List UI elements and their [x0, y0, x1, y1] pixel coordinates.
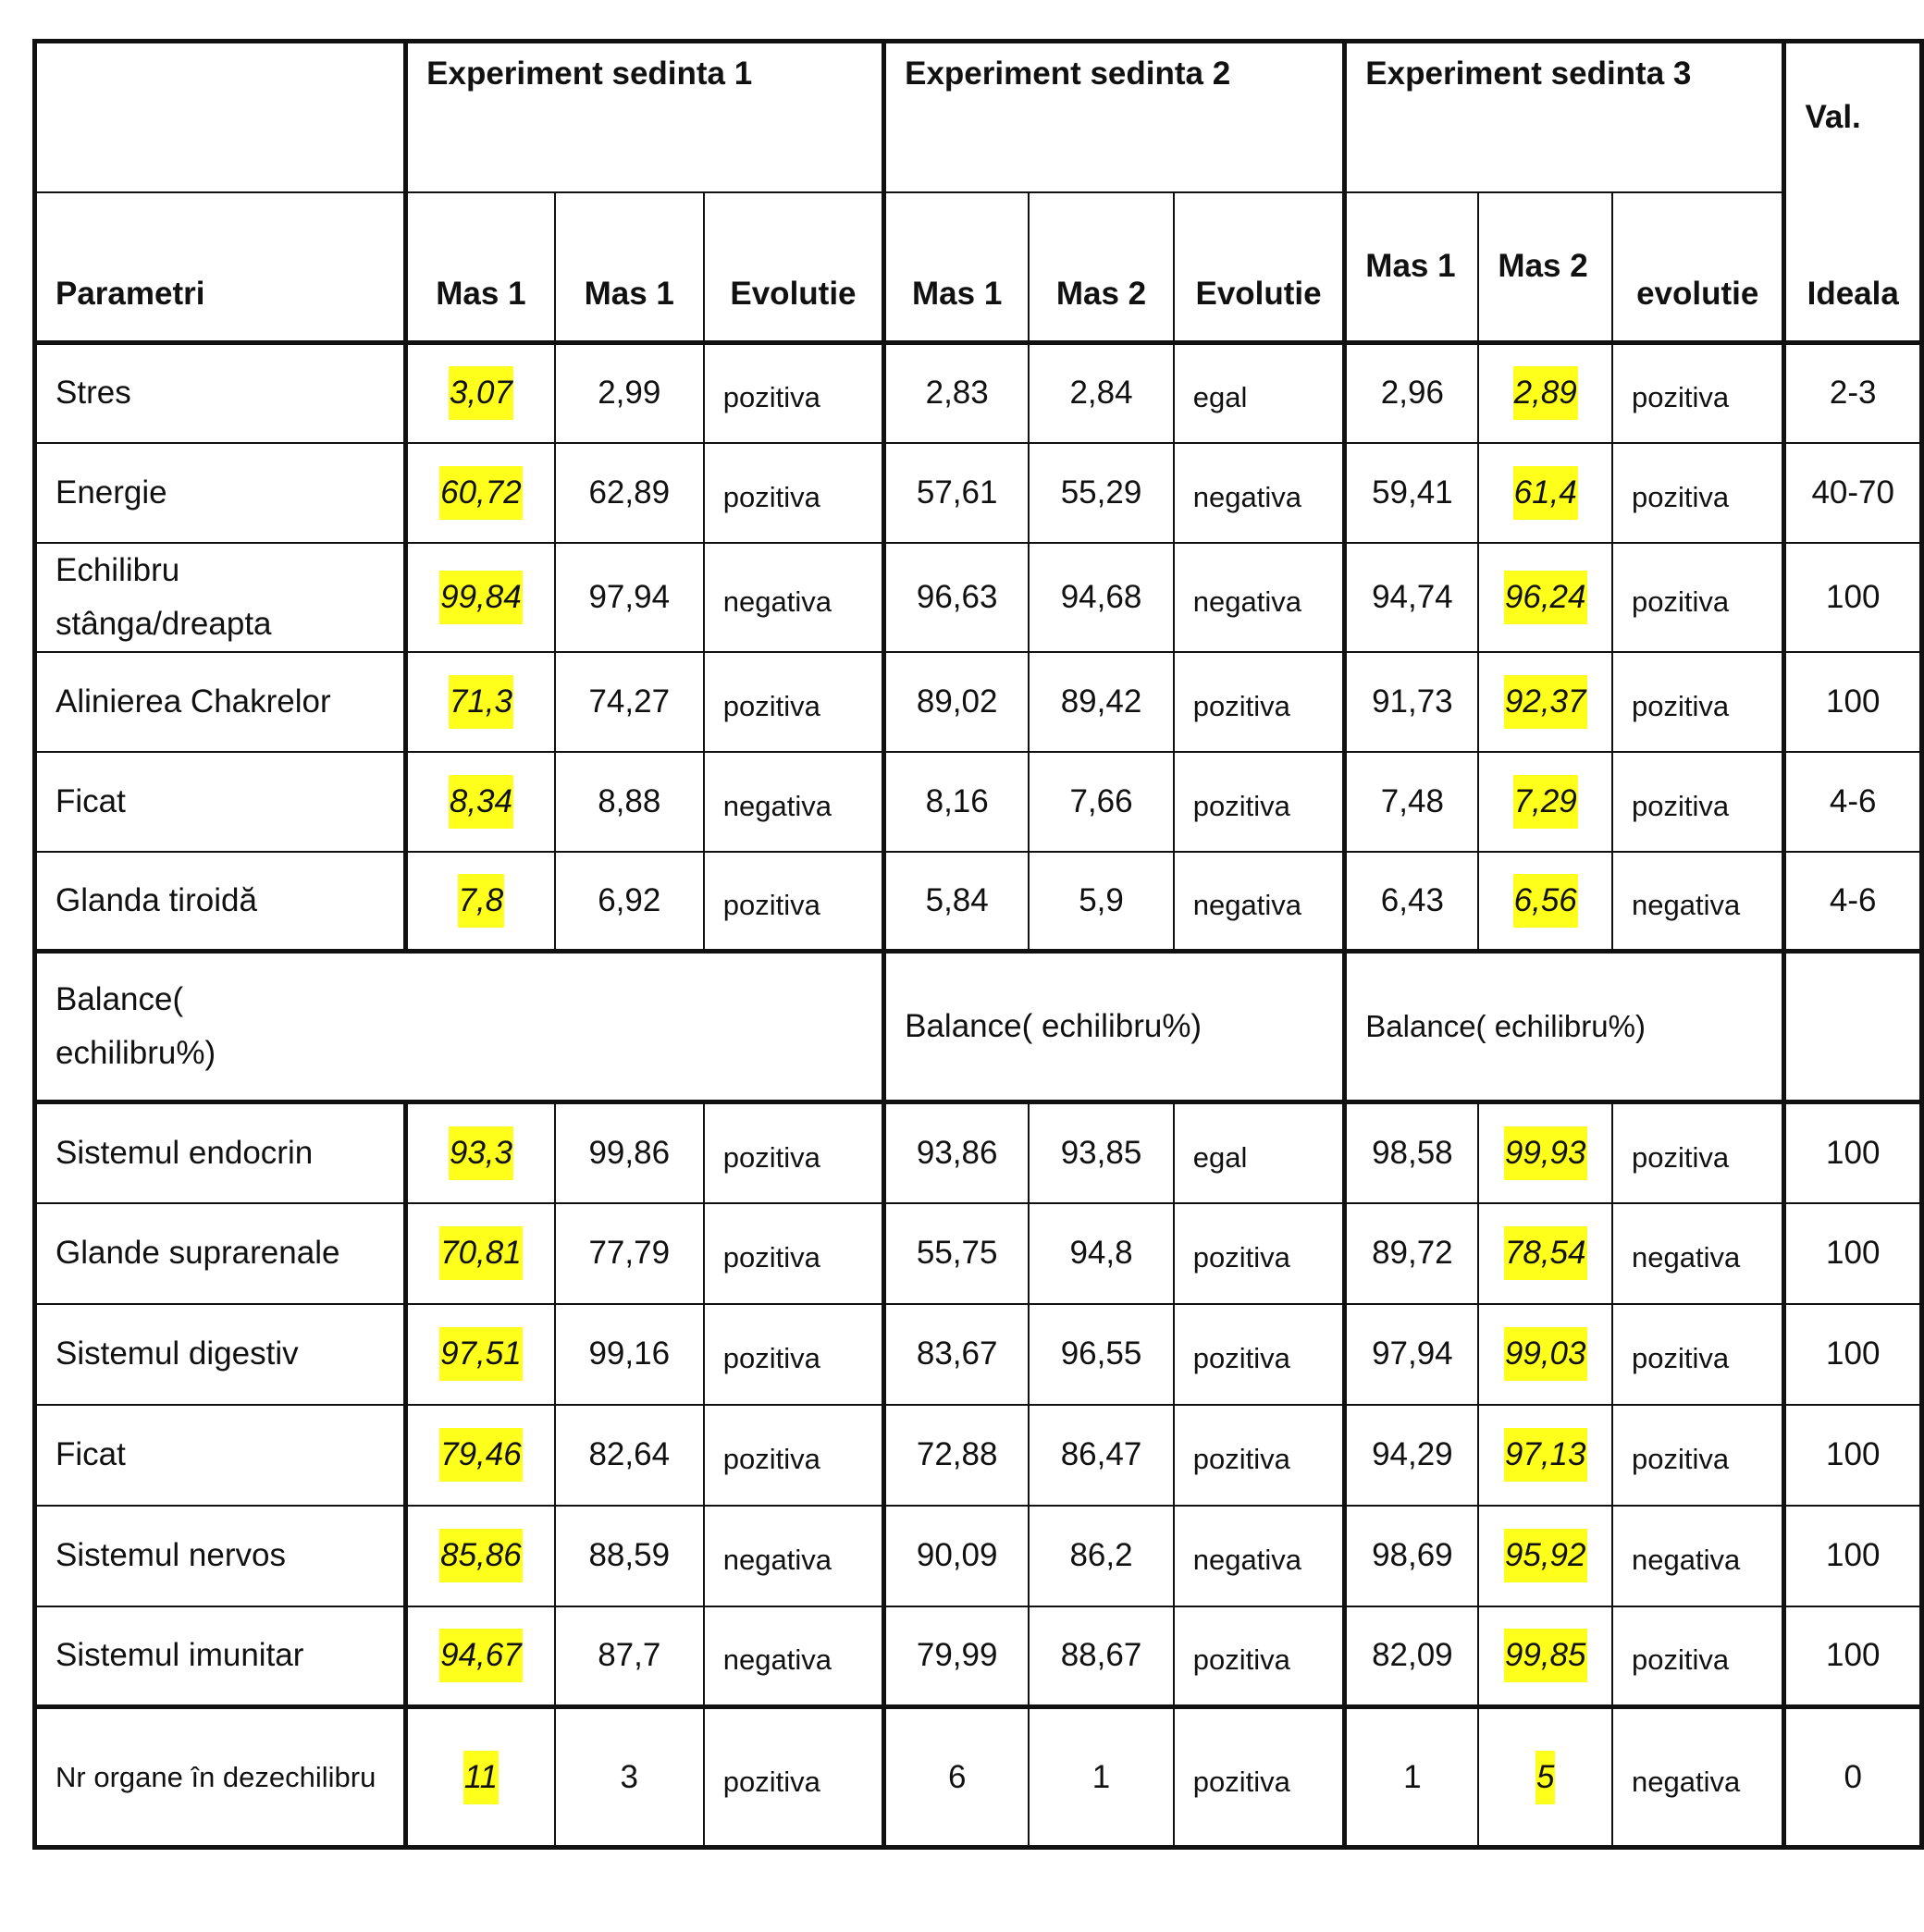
param-name: Echilibru stânga/dreapta: [35, 543, 406, 652]
s2-evolutie-cell: pozitiva: [1174, 1304, 1345, 1405]
cell-value: 100: [1826, 1335, 1881, 1372]
s2-mas2-cell: [1029, 1203, 1174, 1304]
s3-mas2-cell: [1478, 1405, 1612, 1506]
s3-mas2-cell: [1478, 1707, 1612, 1848]
cell-value: 3: [620, 1758, 638, 1795]
param-name: Sistemul endocrin: [35, 1102, 406, 1203]
col-header-s2-mas2: Mas 2: [1029, 192, 1174, 343]
s2-evolutie-cell: pozitiva: [1174, 1707, 1345, 1848]
s3-mas1-cell: [1345, 1203, 1479, 1304]
s3-mas2-cell: [1478, 1102, 1612, 1203]
s2-mas2-cell: [1029, 343, 1174, 443]
s3-evolutie-cell: pozitiva: [1612, 1606, 1784, 1707]
highlighted-value: 93,3: [449, 1126, 513, 1180]
s2-mas2-cell: [1029, 652, 1174, 752]
s1-mas1-cell: [406, 343, 555, 443]
col-header-s2-evolutie: Evolutie: [1174, 192, 1345, 343]
s3-evolutie-cell: negativa: [1612, 852, 1784, 952]
s3-evolutie-cell: pozitiva: [1612, 443, 1784, 543]
highlighted-value: 8,34: [449, 775, 513, 829]
s2-evolutie-cell: pozitiva: [1174, 752, 1345, 852]
s1-mas1b-cell: [555, 543, 704, 652]
cell-value: 0: [1844, 1758, 1862, 1795]
col-header-s2-mas1: Mas 1: [884, 192, 1030, 343]
s2-mas1-cell: [884, 752, 1030, 852]
s1-mas1b-cell: [555, 1707, 704, 1848]
s2-evolutie-cell: egal: [1174, 1102, 1345, 1203]
highlighted-value: 61,4: [1513, 466, 1578, 520]
cell-value: 7,48: [1380, 782, 1444, 819]
cell-value: 8,88: [598, 782, 661, 819]
s1-mas1b-cell: [555, 443, 704, 543]
col-header-s1-evolutie: Evolutie: [704, 192, 884, 343]
table-row: [35, 1102, 1922, 1203]
s2-mas2-cell: [1029, 852, 1174, 952]
group-header-1: Experiment sedinta 1: [406, 42, 884, 192]
s3-mas1-cell: [1345, 543, 1479, 652]
s1-mas1b-cell: [555, 1606, 704, 1707]
highlighted-value: 3,07: [449, 366, 513, 420]
s3-mas2-cell: [1478, 652, 1612, 752]
s2-evolutie-cell: negativa: [1174, 543, 1345, 652]
cell-value: 55,29: [1060, 474, 1142, 511]
cell-value: 100: [1826, 683, 1881, 720]
s2-evolutie-cell: negativa: [1174, 852, 1345, 952]
cell-value: 6,43: [1380, 881, 1444, 918]
results-table: [32, 39, 1924, 1850]
highlighted-value: 79,46: [439, 1428, 523, 1482]
cell-value: 86,47: [1060, 1436, 1142, 1472]
s3-mas2-cell: [1478, 443, 1612, 543]
s3-mas1-cell: [1345, 1506, 1479, 1606]
s1-mas1b-cell: [555, 1506, 704, 1606]
table-row: [35, 852, 1922, 952]
s1-evolutie-cell: pozitiva: [704, 1304, 884, 1405]
ideal-value-cell: [1784, 1506, 1922, 1606]
cell-value: 83,67: [916, 1335, 998, 1372]
s2-evolutie-cell: pozitiva: [1174, 1606, 1345, 1707]
s3-mas1-cell: [1345, 1606, 1479, 1707]
s2-mas1-cell: [884, 1102, 1030, 1203]
cell-value: 2,83: [925, 375, 989, 412]
s1-evolutie-cell: pozitiva: [704, 1405, 884, 1506]
s3-mas1-cell: [1345, 652, 1479, 752]
highlighted-value: 92,37: [1504, 675, 1587, 729]
highlighted-value: 96,24: [1504, 571, 1587, 624]
s2-mas2-cell: [1029, 543, 1174, 652]
table-row: [35, 343, 1922, 443]
cell-value: 2,99: [598, 375, 661, 412]
ideal-value-cell: [1784, 343, 1922, 443]
cell-value: 4-6: [1829, 782, 1877, 819]
s3-mas1-cell: [1345, 852, 1479, 952]
cell-value: 94,74: [1372, 578, 1453, 615]
cell-value: 57,61: [916, 474, 998, 511]
ideal-value-cell: [1784, 1606, 1922, 1707]
s1-mas1b-cell: [555, 1405, 704, 1506]
s2-mas1-cell: [884, 1707, 1030, 1848]
table-row: [35, 1506, 1922, 1606]
s1-mas1-cell: [406, 652, 555, 752]
header-row-groups: [35, 42, 1922, 192]
s2-evolutie-cell: negativa: [1174, 443, 1345, 543]
cell-value: 100: [1826, 1637, 1881, 1674]
s2-evolutie-cell: pozitiva: [1174, 1203, 1345, 1304]
cell-value: 55,75: [916, 1235, 998, 1271]
s2-mas1-cell: [884, 443, 1030, 543]
s3-mas1-cell: [1345, 1707, 1479, 1848]
col-header-s1-mas1: Mas 1: [406, 192, 555, 343]
cell-value: 98,69: [1372, 1537, 1453, 1573]
cell-value: 2-3: [1829, 375, 1877, 412]
s3-mas2-cell: [1478, 543, 1612, 652]
cell-value: 90,09: [916, 1537, 998, 1573]
highlighted-value: 6,56: [1513, 874, 1578, 928]
highlighted-value: 5: [1536, 1751, 1555, 1804]
ideal-value-cell: [1784, 443, 1922, 543]
s2-mas1-cell: [884, 1304, 1030, 1405]
cell-value: 93,86: [916, 1134, 998, 1171]
cell-value: 2,84: [1069, 375, 1133, 412]
s3-evolutie-cell: negativa: [1612, 1506, 1784, 1606]
cell-value: 98,58: [1372, 1134, 1453, 1171]
s3-evolutie-cell: negativa: [1612, 1203, 1784, 1304]
balance-label-s3: Balance( echilibru%): [1345, 952, 1784, 1102]
param-name: Sistemul nervos: [35, 1506, 406, 1606]
highlighted-value: 99,03: [1504, 1327, 1587, 1381]
balance-label-s1: Balance( echilibru%): [35, 952, 884, 1102]
cell-value: 6,92: [598, 881, 661, 918]
param-name: Energie: [35, 443, 406, 543]
s3-mas1-cell: [1345, 752, 1479, 852]
s3-mas1-cell: [1345, 1304, 1479, 1405]
param-name: Ficat: [35, 1405, 406, 1506]
balance-empty-cell: [1784, 952, 1922, 1102]
s2-mas2-cell: [1029, 1707, 1174, 1848]
table-row: [35, 1606, 1922, 1707]
cell-value: 100: [1826, 1235, 1881, 1271]
cell-value: 5,9: [1079, 881, 1124, 918]
cell-value: 88,67: [1060, 1637, 1142, 1674]
cell-value: 4-6: [1829, 881, 1877, 918]
cell-value: 1: [1092, 1758, 1111, 1795]
s1-evolutie-cell: negativa: [704, 752, 884, 852]
param-name: Sistemul imunitar: [35, 1606, 406, 1707]
s2-mas2-cell: [1029, 1304, 1174, 1405]
s2-mas1-cell: [884, 1203, 1030, 1304]
cell-value: 93,85: [1060, 1134, 1142, 1171]
highlighted-value: 95,92: [1504, 1529, 1587, 1582]
s1-evolutie-cell: pozitiva: [704, 1203, 884, 1304]
highlighted-value: 7,8: [458, 874, 505, 928]
ideal-value-cell: [1784, 1707, 1922, 1848]
s1-mas1-cell: [406, 543, 555, 652]
cell-value: 6: [947, 1758, 967, 1795]
ideal-value-cell: [1784, 543, 1922, 652]
s2-mas2-cell: [1029, 1606, 1174, 1707]
cell-value: 86,2: [1069, 1537, 1133, 1573]
highlighted-value: 60,72: [439, 466, 523, 520]
header-row-columns: [35, 192, 1922, 343]
s1-mas1b-cell: [555, 852, 704, 952]
s1-mas1b-cell: [555, 652, 704, 752]
cell-value: 8,16: [925, 782, 989, 819]
table-row: [35, 1304, 1922, 1405]
highlighted-value: 2,89: [1513, 366, 1578, 420]
param-name: Glande suprarenale: [35, 1203, 406, 1304]
highlighted-value: 97,13: [1504, 1428, 1587, 1482]
cell-value: 99,16: [588, 1335, 671, 1372]
col-header-s3-mas1: Mas 1: [1345, 192, 1479, 343]
highlighted-value: 7,29: [1513, 775, 1578, 829]
s1-mas1-cell: [406, 443, 555, 543]
s1-mas1-cell: [406, 1102, 555, 1203]
col-header-s3-mas2: Mas 2: [1478, 192, 1612, 343]
s2-evolutie-cell: pozitiva: [1174, 652, 1345, 752]
cell-value: 94,29: [1372, 1436, 1453, 1472]
s2-mas1-cell: [884, 343, 1030, 443]
highlighted-value: 70,81: [439, 1226, 523, 1280]
s3-mas2-cell: [1478, 752, 1612, 852]
s1-mas1-cell: [406, 1304, 555, 1405]
cell-value: 96,63: [916, 578, 998, 615]
cell-value: 99,86: [588, 1134, 671, 1171]
s1-mas1b-cell: [555, 1203, 704, 1304]
cell-value: 100: [1826, 1134, 1881, 1171]
ideal-value-cell: [1784, 652, 1922, 752]
ideal-value-cell: [1784, 852, 1922, 952]
s2-mas1-cell: [884, 1506, 1030, 1606]
s1-mas1b-cell: [555, 1304, 704, 1405]
cell-value: 1: [1403, 1758, 1422, 1795]
param-name: Ficat: [35, 752, 406, 852]
group-header-2: Experiment sedinta 2: [884, 42, 1345, 192]
group-header-3: Experiment sedinta 3: [1345, 42, 1784, 192]
highlighted-value: 94,67: [439, 1629, 523, 1682]
s2-mas2-cell: [1029, 1506, 1174, 1606]
cell-value: 100: [1826, 1436, 1881, 1472]
s1-evolutie-cell: negativa: [704, 1606, 884, 1707]
s3-mas2-cell: [1478, 1203, 1612, 1304]
s1-evolutie-cell: pozitiva: [704, 343, 884, 443]
param-name: Glanda tiroidă: [35, 852, 406, 952]
cell-value: 82,64: [588, 1436, 671, 1472]
s3-mas2-cell: [1478, 1304, 1612, 1405]
table-row: [35, 543, 1922, 652]
cell-value: 97,94: [1372, 1335, 1453, 1372]
highlighted-value: 78,54: [1504, 1226, 1587, 1280]
cell-value: 40-70: [1811, 474, 1894, 511]
s1-mas1-cell: [406, 1405, 555, 1506]
s2-evolutie-cell: negativa: [1174, 1506, 1345, 1606]
s2-mas1-cell: [884, 852, 1030, 952]
cell-value: 88,59: [588, 1537, 671, 1573]
cell-value: 59,41: [1372, 474, 1453, 511]
s2-mas2-cell: [1029, 752, 1174, 852]
col-header-s1-mas1b: Mas 1: [555, 192, 704, 343]
cell-value: 87,7: [598, 1637, 661, 1674]
col-header-s3-evolutie: evolutie: [1612, 192, 1784, 343]
s3-evolutie-cell: pozitiva: [1612, 1304, 1784, 1405]
s2-mas2-cell: [1029, 443, 1174, 543]
s1-evolutie-cell: pozitiva: [704, 652, 884, 752]
cell-value: 89,72: [1372, 1235, 1453, 1271]
ideal-value-cell: [1784, 752, 1922, 852]
s3-mas2-cell: [1478, 343, 1612, 443]
s3-mas1-cell: [1345, 343, 1479, 443]
s2-evolutie-cell: pozitiva: [1174, 1405, 1345, 1506]
cell-value: 82,09: [1372, 1637, 1453, 1674]
val-header-top: Val.: [1784, 42, 1922, 192]
param-name: Stres: [35, 343, 406, 443]
s3-mas1-cell: [1345, 1102, 1479, 1203]
s3-mas2-cell: [1478, 852, 1612, 952]
balance-row: [35, 952, 1922, 1102]
highlighted-value: 97,51: [439, 1327, 523, 1381]
ideal-value-cell: [1784, 1102, 1922, 1203]
s3-evolutie-cell: pozitiva: [1612, 752, 1784, 852]
s1-evolutie-cell: pozitiva: [704, 852, 884, 952]
s3-mas1-cell: [1345, 443, 1479, 543]
cell-value: 96,55: [1060, 1335, 1142, 1372]
cell-value: 97,94: [588, 578, 671, 615]
s1-mas1-cell: [406, 752, 555, 852]
s1-evolutie-cell: negativa: [704, 1506, 884, 1606]
cell-value: 7,66: [1069, 782, 1133, 819]
cell-value: 62,89: [588, 474, 671, 511]
ideal-value-cell: [1784, 1405, 1922, 1506]
table-row: [35, 1203, 1922, 1304]
s3-evolutie-cell: pozitiva: [1612, 652, 1784, 752]
s1-evolutie-cell: negativa: [704, 543, 884, 652]
balance-label-s2: Balance( echilibru%): [884, 952, 1345, 1102]
cell-value: 5,84: [925, 881, 989, 918]
s2-mas2-cell: [1029, 1405, 1174, 1506]
s1-mas1b-cell: [555, 1102, 704, 1203]
highlighted-value: 99,93: [1504, 1126, 1587, 1180]
s1-mas1-cell: [406, 1606, 555, 1707]
s3-evolutie-cell: pozitiva: [1612, 1405, 1784, 1506]
cell-value: 91,73: [1372, 683, 1453, 720]
table-row: [35, 1405, 1922, 1506]
s2-mas1-cell: [884, 543, 1030, 652]
cell-value: 74,27: [588, 683, 671, 720]
s2-evolutie-cell: egal: [1174, 343, 1345, 443]
s3-mas1-cell: [1345, 1405, 1479, 1506]
cell-value: 79,99: [916, 1637, 998, 1674]
highlighted-value: 11: [463, 1751, 499, 1804]
s2-mas2-cell: [1029, 1102, 1174, 1203]
cell-value: 100: [1826, 578, 1881, 615]
s1-mas1-cell: [406, 1203, 555, 1304]
highlighted-value: 99,85: [1504, 1629, 1587, 1682]
s1-evolutie-cell: pozitiva: [704, 1707, 884, 1848]
s1-evolutie-cell: pozitiva: [704, 1102, 884, 1203]
s2-mas1-cell: [884, 1606, 1030, 1707]
highlighted-value: 85,86: [439, 1529, 523, 1582]
s1-mas1-cell: [406, 1707, 555, 1848]
table-row: [35, 752, 1922, 852]
highlighted-value: 71,3: [449, 675, 513, 729]
val-header-bottom: Ideala: [1784, 192, 1922, 343]
s3-evolutie-cell: pozitiva: [1612, 1102, 1784, 1203]
param-name: Nr organe în dezechilibru: [35, 1707, 406, 1848]
cell-value: 94,68: [1060, 578, 1142, 615]
s1-mas1-cell: [406, 1506, 555, 1606]
highlighted-value: 99,84: [439, 571, 523, 624]
s3-mas2-cell: [1478, 1606, 1612, 1707]
s2-mas1-cell: [884, 1405, 1030, 1506]
param-name: Alinierea Chakrelor: [35, 652, 406, 752]
cell-value: 77,79: [588, 1235, 671, 1271]
cell-value: 100: [1826, 1537, 1881, 1573]
cell-value: 89,02: [916, 683, 998, 720]
cell-value: 89,42: [1060, 683, 1142, 720]
corner-cell: [35, 42, 406, 192]
s3-evolutie-cell: pozitiva: [1612, 543, 1784, 652]
s1-evolutie-cell: pozitiva: [704, 443, 884, 543]
s3-evolutie-cell: negativa: [1612, 1707, 1784, 1848]
cell-value: 94,8: [1069, 1235, 1133, 1271]
s1-mas1b-cell: [555, 343, 704, 443]
s3-evolutie-cell: pozitiva: [1612, 343, 1784, 443]
ideal-value-cell: [1784, 1203, 1922, 1304]
cell-value: 72,88: [916, 1436, 998, 1472]
table-row: [35, 652, 1922, 752]
table-row: [35, 1707, 1922, 1848]
table-row: [35, 443, 1922, 543]
cell-value: 2,96: [1380, 375, 1444, 412]
ideal-value-cell: [1784, 1304, 1922, 1405]
param-header: Parametri: [35, 192, 406, 343]
s2-mas1-cell: [884, 652, 1030, 752]
s1-mas1b-cell: [555, 752, 704, 852]
s1-mas1-cell: [406, 852, 555, 952]
s3-mas2-cell: [1478, 1506, 1612, 1606]
param-name: Sistemul digestiv: [35, 1304, 406, 1405]
